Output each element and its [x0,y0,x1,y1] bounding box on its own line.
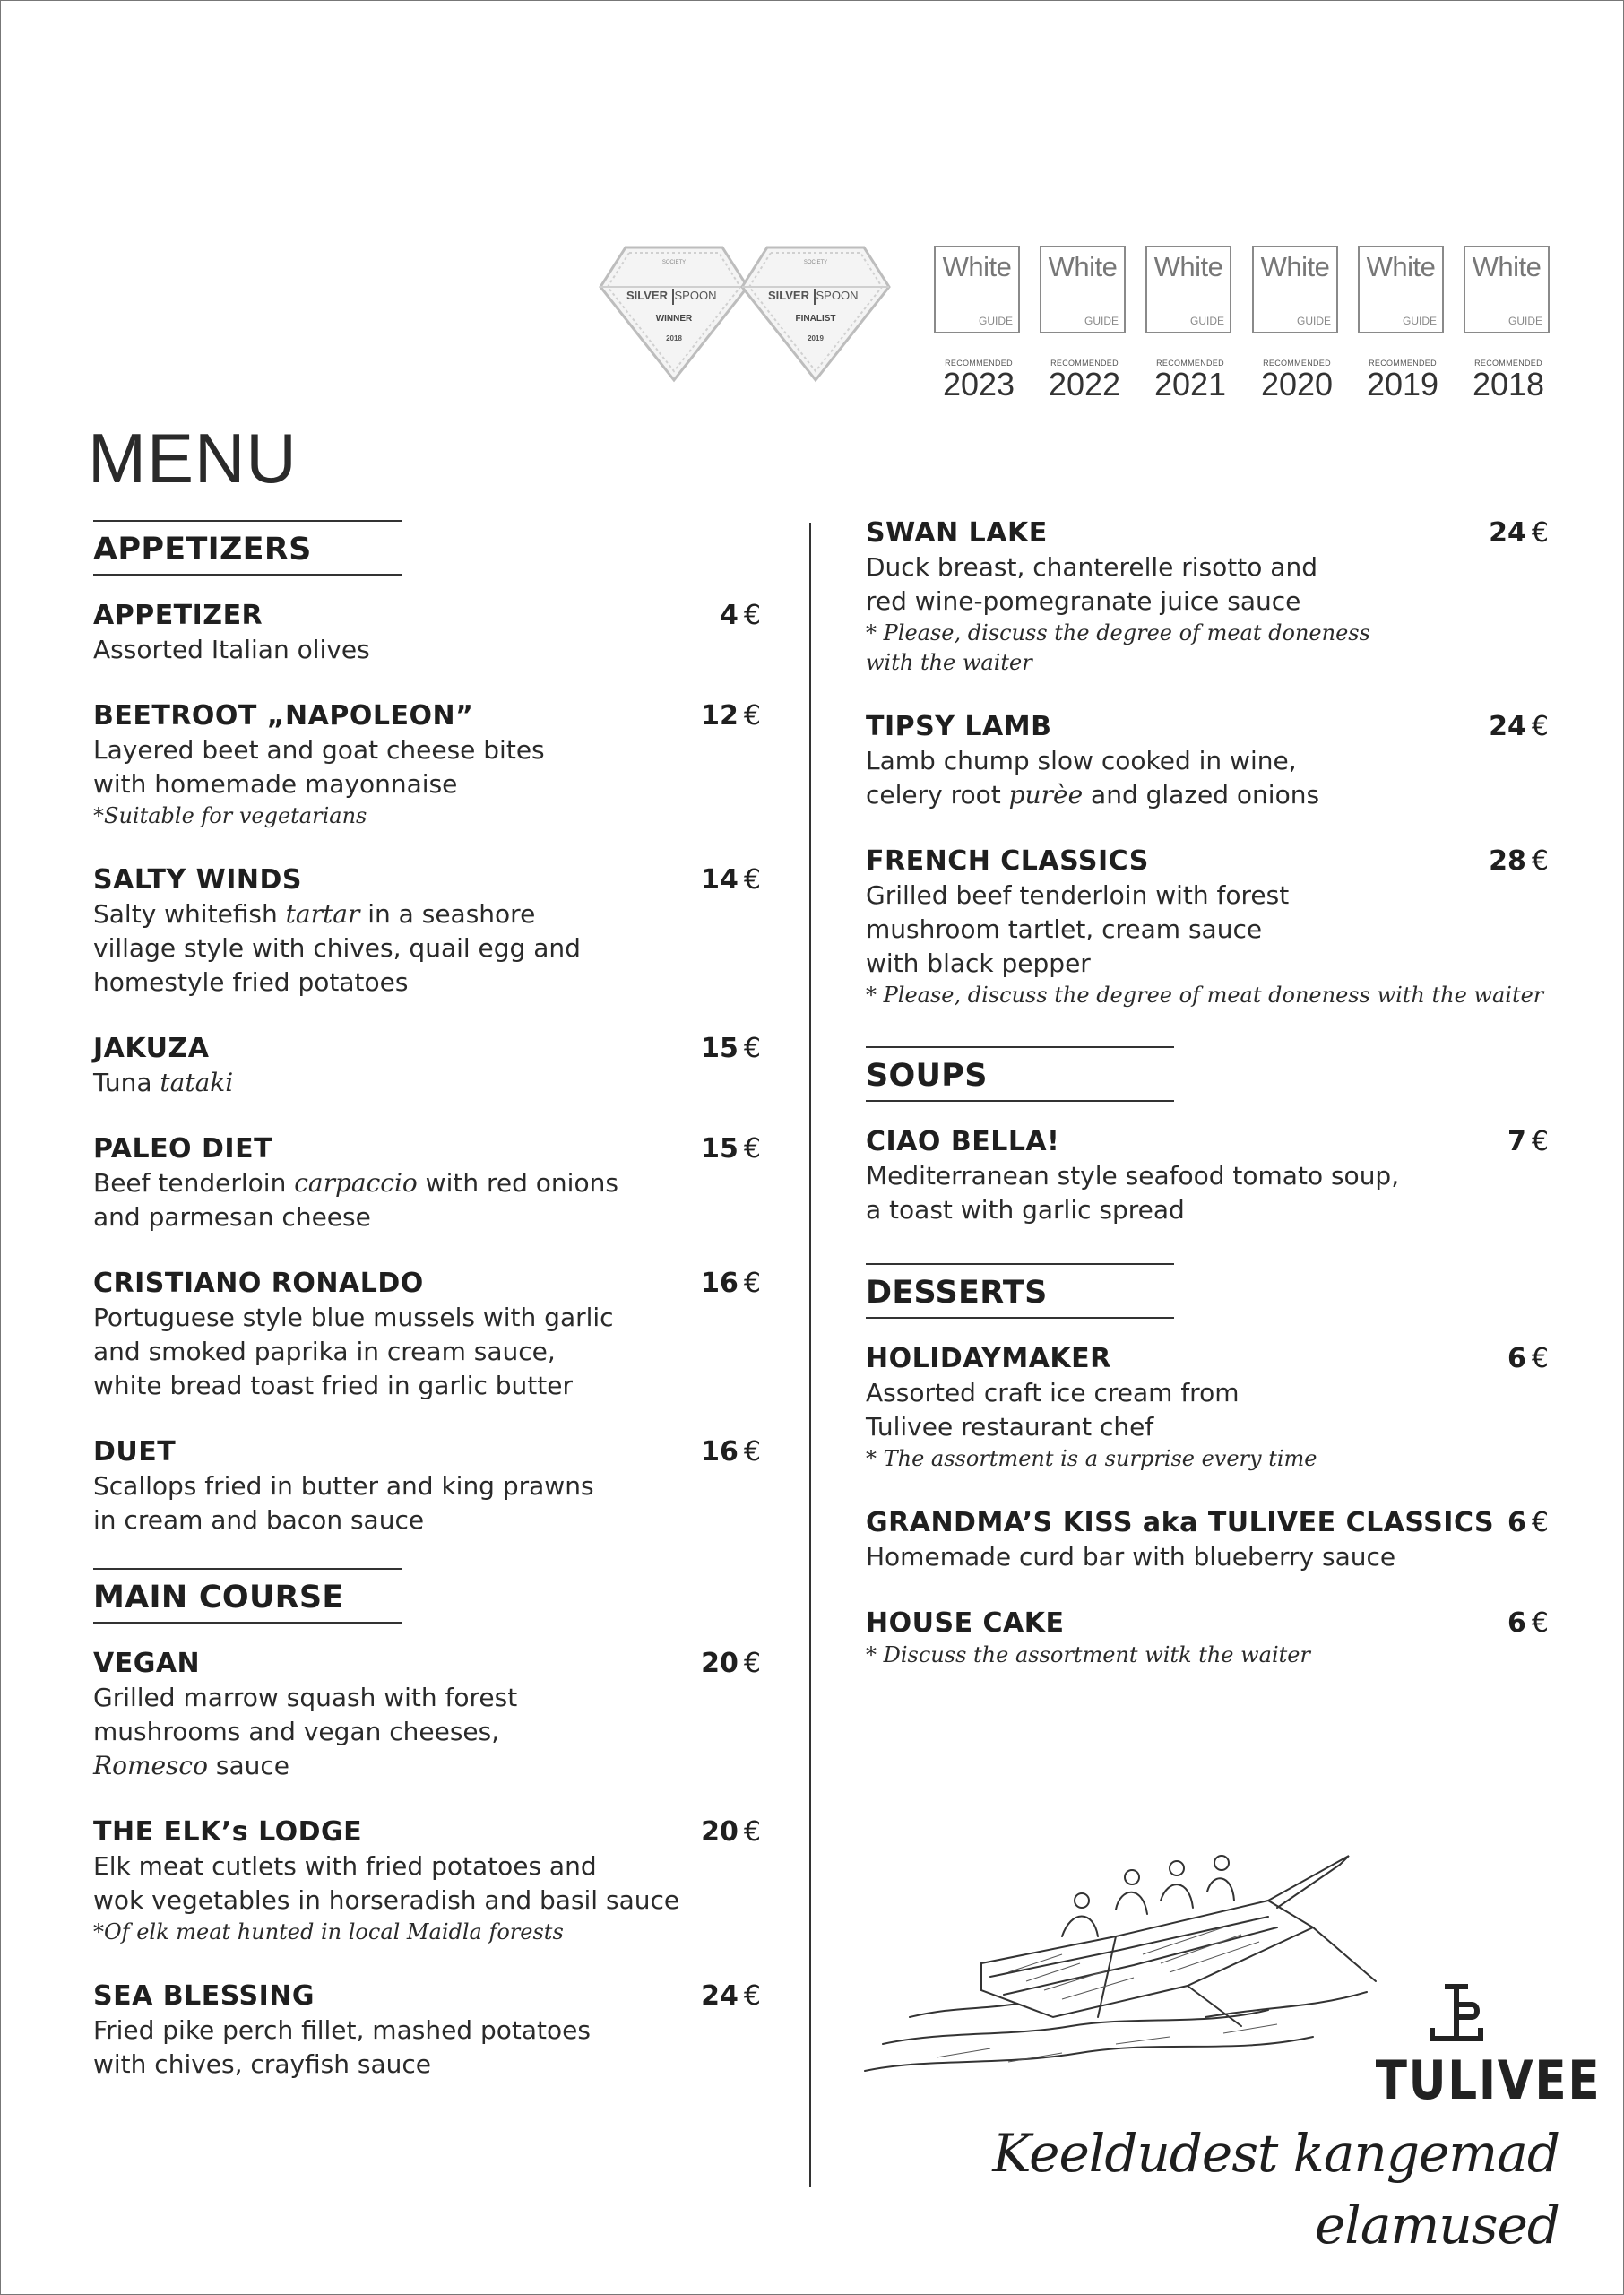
currency-symbol: € [743,1436,761,1468]
menu-item [866,1606,1549,1670]
menu-item-description: Beef tenderloin carpaccio with red onions and parmesan cheese [93,1168,618,1232]
menu-item-description: Portuguese style blue mussels with garlic and smoked paprika in cream sauce, white bread toast fried in garlic butter [93,1303,614,1400]
menu-section [866,1263,1549,1670]
badge-status: FINALIST [795,314,836,324]
menu-item [93,1815,761,1947]
white-guide-year: 2020 [1260,366,1334,403]
menu-item-name: HOLIDAYMAKER [866,1343,1111,1374]
menu-item-description: Grilled beef tenderloin with forest mushroom tartlet, cream sauce with black pepper [866,880,1290,978]
menu-item-name: GRANDMA’S KISS aka TULIVEE CLASSICS [866,1507,1495,1538]
price-value: 12 [701,700,739,732]
boat-sketch-illustration [847,1802,1403,2098]
currency-symbol: € [743,1268,761,1299]
currency-symbol: € [743,700,761,732]
menu-item [866,1342,1549,1474]
menu-item [93,1647,761,1783]
menu-item-description: Lamb chump slow cooked in wine, celery root purèe and glazed onions [866,746,1320,810]
menu-item-name: SALTY WINDS [93,864,302,896]
menu-item [866,710,1549,812]
price-value: 24 [701,1980,739,2012]
menu-item-description: Duck breast, chanterelle risotto and red wine-pomegranate juice sauce [866,552,1317,616]
currency-symbol: € [1531,845,1549,877]
white-guide-guide-text: GUIDE [978,315,1013,327]
white-guide-guide-text: GUIDE [1507,315,1542,327]
menu-item-price [1489,844,1549,879]
badge-top-text: SOCIETY [661,260,687,265]
menu-item [93,1435,761,1537]
menu-item-price [701,1979,761,2014]
white-guide-guide-text: GUIDE [1296,315,1331,327]
menu-item-description: Tuna tataki [93,1068,234,1097]
menu-item-name: SEA BLESSING [93,1980,315,2012]
menu-item-note: *Suitable for vegetarians [93,803,367,828]
menu-item-note: * Please, discuss the degree of meat doneness with the waiter [866,620,1370,675]
white-guide-guide-text: GUIDE [1084,315,1119,327]
badge-brand-a: SILVER [626,289,668,302]
menu-item-name: JAKUZA [93,1033,210,1064]
currency-symbol: € [1531,517,1549,549]
white-guide-badge [934,246,1024,402]
badge-status: WINNER [655,314,693,324]
menu-item-price [1489,710,1549,744]
white-guide-logo [1358,246,1444,333]
menu-item-name: BEETROOT „NAPOLEON” [93,700,474,732]
menu-item [93,1979,761,2082]
silver-spoon-finalist-badge [740,244,891,384]
menu-item [866,516,1549,678]
menu-item-description: Layered beet and goat cheese bites with homemade mayonnaise [93,735,545,799]
menu-item [93,1267,761,1403]
menu-item-note: *Of elk meat hunted in local Maidla forests [93,1919,564,1944]
price-value: 24 [1489,517,1526,549]
menu-item-description: Assorted Italian olives [93,635,370,664]
white-guide-guide-text: GUIDE [1189,315,1224,327]
currency-symbol: € [743,1816,761,1848]
menu-item-note: * The assortment is a surprise every time [866,1446,1317,1471]
brand-name: TULIVEE [1375,2049,1602,2112]
section-heading: MAIN COURSE [93,1568,402,1624]
white-guide-logo [1145,246,1231,333]
price-value: 24 [1489,711,1526,742]
price-value: 16 [701,1436,739,1468]
menu-item-name: APPETIZER [93,600,263,631]
brand-logo [1362,1981,1602,2112]
price-value: 28 [1489,845,1526,877]
menu-item-price [701,699,761,733]
white-guide-logo [1040,246,1126,333]
menu-item [93,863,761,1000]
white-guide-word: White [942,251,1012,282]
white-guide-word: White [1366,251,1436,282]
white-guide-word: White [1260,251,1330,282]
badge-brand-b: SPOON [674,289,717,302]
currency-symbol: € [1531,1507,1549,1538]
currency-symbol: € [1531,1607,1549,1639]
white-guide-badge [1040,246,1129,402]
white-guide-recommended: RECOMMENDED [1050,359,1119,368]
menu-section [93,520,761,1537]
menu-item-description: Fried pike perch fillet, mashed potatoes with chives, crayfish sauce [93,2015,591,2079]
menu-item-name: SWAN LAKE [866,517,1048,549]
menu-item-price [701,1132,761,1166]
menu-item [866,1125,1549,1227]
menu-item-description: Homemade curd bar with blueberry sauce [866,1542,1396,1572]
white-guide-recommended: RECOMMENDED [1474,359,1542,368]
price-value: 6 [1507,1343,1526,1374]
badge-top-text: SOCIETY [803,260,828,265]
price-value: 7 [1507,1126,1526,1157]
menu-item [93,1032,761,1100]
price-value: 14 [701,864,739,896]
section-heading: DESSERTS [866,1263,1174,1319]
white-guide-year: 2022 [1048,366,1121,403]
menu-item-price [1507,1342,1549,1376]
white-guide-recommended: RECOMMENDED [1156,359,1224,368]
badge-brand-a: SILVER [768,289,809,302]
menu-item [866,1506,1549,1574]
menu-item-note: * Discuss the assortment witk the waiter [866,1642,1310,1667]
page-title: MENU [88,419,298,498]
white-guide-badge [1464,246,1553,402]
menu-column-left [93,520,761,2082]
white-guide-recommended: RECOMMENDED [1369,359,1437,368]
currency-symbol: € [743,1133,761,1165]
menu-item-price [701,1815,761,1849]
menu-item-name: HOUSE CAKE [866,1607,1065,1639]
menu-item [93,699,761,831]
currency-symbol: € [743,600,761,631]
menu-item-description: Grilled marrow squash with forest mushrooms and vegan cheeses, Romesco sauce [93,1683,518,1780]
white-guide-recommended: RECOMMENDED [945,359,1013,368]
white-guide-logo [1252,246,1338,333]
menu-item [93,1132,761,1234]
menu-item-description: Salty whitefish tartar in a seashore village style with chives, quail egg and homestyle fried potatoes [93,899,581,997]
silver-spoon-winner-badge [599,244,749,384]
menu-item-price [701,1267,761,1301]
currency-symbol: € [743,1033,761,1064]
badge-year: 2019 [808,334,824,342]
menu-item-price [701,1647,761,1681]
section-heading: APPETIZERS [93,520,402,576]
currency-symbol: € [1531,1343,1549,1374]
white-guide-year: 2019 [1366,366,1439,403]
menu-item-name: DUET [93,1436,177,1468]
menu-item-description: Assorted craft ice cream from Tulivee restaurant chef [866,1378,1240,1442]
currency-symbol: € [1531,1126,1549,1157]
menu-item-description: Scallops fried in butter and king prawns in cream and bacon sauce [93,1471,594,1535]
menu-section [866,1046,1549,1227]
price-value: 6 [1507,1607,1526,1639]
white-guide-word: White [1153,251,1223,282]
tulivee-monogram-icon [1425,1981,1488,2044]
white-guide-badge [1145,246,1235,402]
price-value: 20 [701,1816,739,1848]
menu-item-name: TIPSY LAMB [866,711,1052,742]
menu-item-price [1507,1606,1549,1641]
white-guide-year: 2018 [1472,366,1545,403]
price-value: 15 [701,1033,739,1064]
menu-item-price [701,1032,761,1066]
menu-section [93,1568,761,2082]
white-guide-badge [1358,246,1447,402]
menu-item-name: FRENCH CLASSICS [866,845,1149,877]
menu-item-name: PALEO DIET [93,1133,273,1165]
brand-slogan: Keeldudest kangemad elamused [992,2123,1559,2256]
menu-item-price [1507,1125,1549,1159]
menu-item-note: * Please, discuss the degree of meat doneness with the waiter [866,983,1544,1008]
menu-item-price [701,1435,761,1469]
white-guide-word: White [1472,251,1542,282]
menu-item [866,844,1549,1010]
white-guide-logo [1464,246,1550,333]
menu-item-name: VEGAN [93,1648,201,1679]
currency-symbol: € [743,1648,761,1679]
badge-brand-b: SPOON [816,289,859,302]
white-guide-guide-text: GUIDE [1402,315,1437,327]
badge-year: 2018 [666,334,682,342]
white-guide-year: 2023 [942,366,1015,403]
currency-symbol: € [1531,711,1549,742]
white-guide-word: White [1048,251,1118,282]
currency-symbol: € [743,864,761,896]
section-heading: SOUPS [866,1046,1174,1102]
menu-item-description: Mediterranean style seafood tomato soup, a toast with garlic spread [866,1161,1400,1225]
menu-item [93,599,761,667]
price-value: 6 [1507,1507,1526,1538]
white-guide-recommended: RECOMMENDED [1263,359,1331,368]
menu-item-name: CIAO BELLA! [866,1126,1060,1157]
menu-item-name: THE ELK’s LODGE [93,1816,363,1848]
menu-item-description: Elk meat cutlets with fried potatoes and wok vegetables in horseradish and basil sauce [93,1851,680,1915]
white-guide-year: 2021 [1153,366,1227,403]
menu-item-price [720,599,761,633]
white-guide-logo [934,246,1020,333]
currency-symbol: € [743,1980,761,2012]
column-divider [809,523,811,2187]
price-value: 4 [720,600,739,631]
menu-column-right [866,516,1549,1670]
menu-item-price [1507,1506,1549,1540]
menu-item-name: CRISTIANO RONALDO [93,1268,424,1299]
white-guide-badge [1252,246,1342,402]
price-value: 15 [701,1133,739,1165]
price-value: 16 [701,1268,739,1299]
menu-section [866,516,1549,1010]
price-value: 20 [701,1648,739,1679]
menu-item-price [701,863,761,897]
menu-item-price [1489,516,1549,550]
